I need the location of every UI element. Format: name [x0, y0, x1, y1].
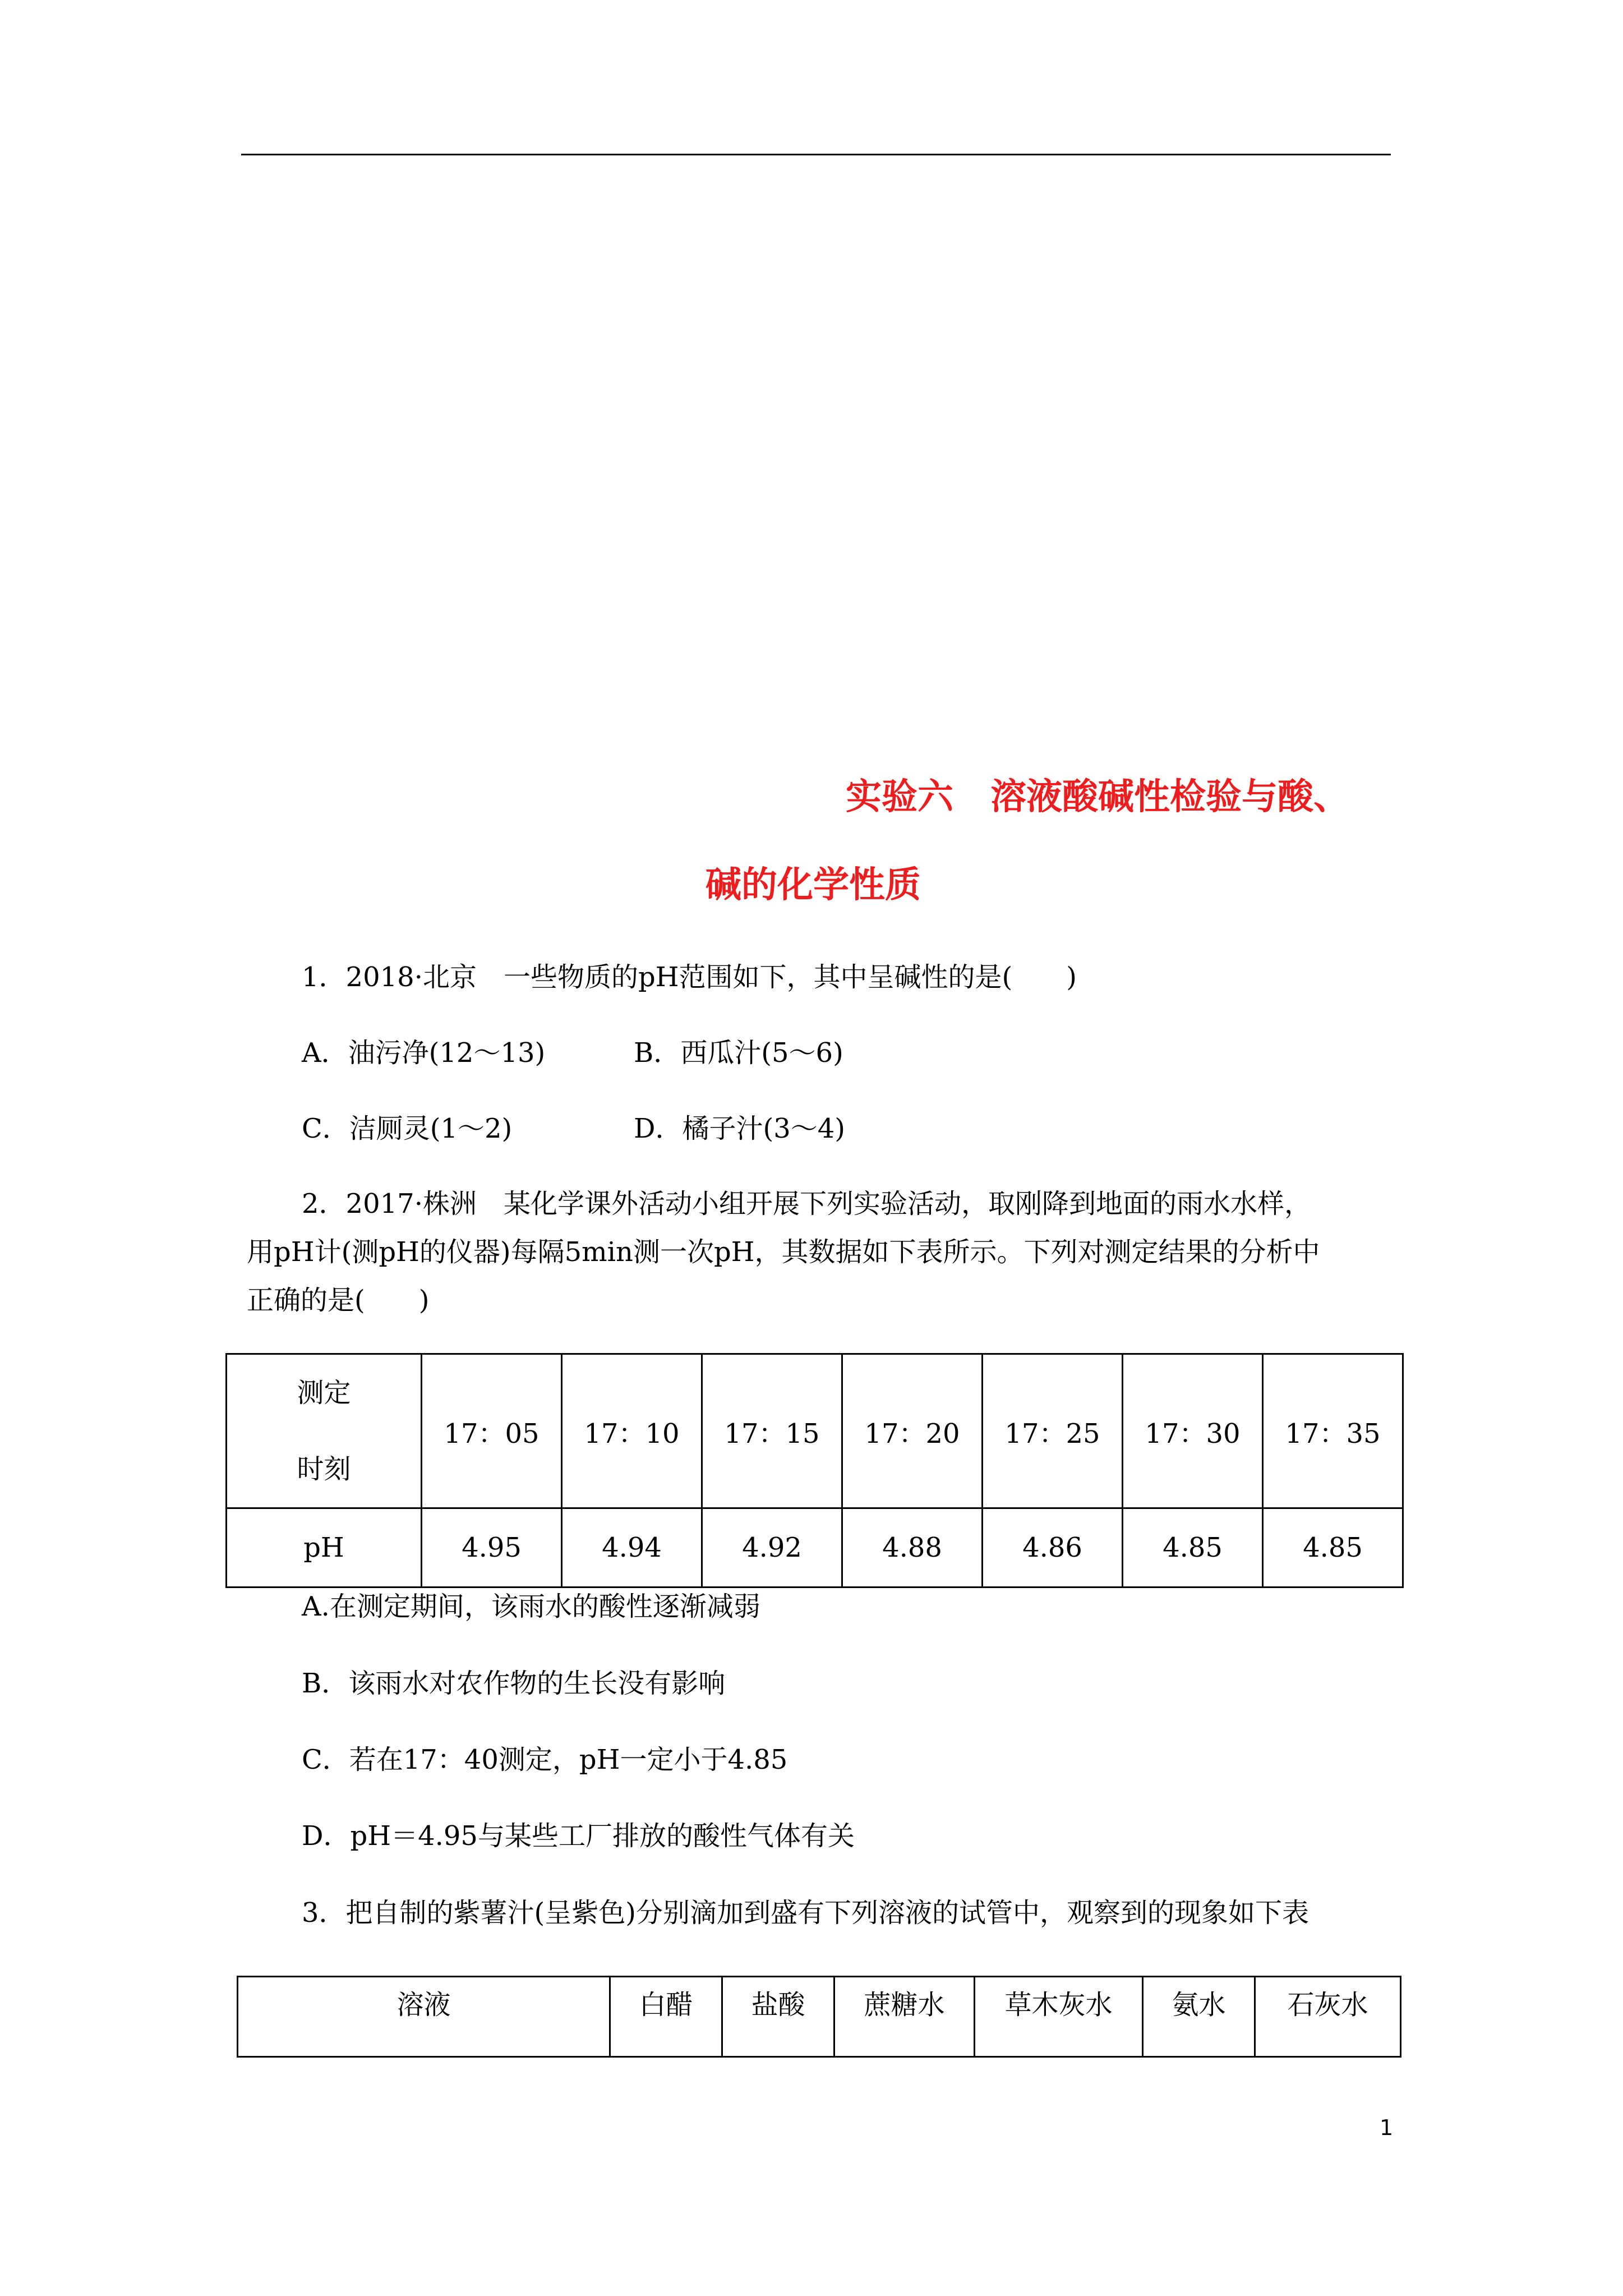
header-rule [241, 154, 1391, 155]
header-cell-solution: 溶液 [238, 1977, 610, 2057]
time-cell: 17：10 [562, 1354, 702, 1508]
q1-option-b: B．西瓜汁(5～6) [634, 1037, 843, 1069]
q2-stem-line1: 2．2017·株洲 某化学课外活动小组开展下列实验活动，取刚降到地面的雨水水样， [302, 1188, 1311, 1220]
header-cell: 石灰水 [1255, 1977, 1401, 2057]
header-cell: 白醋 [610, 1977, 722, 2057]
q1-option-d: D．橘子汁(3～4) [634, 1113, 846, 1144]
header-cell: 氨水 [1143, 1977, 1255, 2057]
time-cell: 17：05 [422, 1354, 562, 1508]
ph-cell: 4.88 [842, 1508, 983, 1588]
page-number: 1 [1380, 2115, 1394, 2140]
row-label-ph: pH [227, 1508, 422, 1588]
header-cell: 草木灰水 [975, 1977, 1143, 2057]
page-title-line2: 碱的化学性质 [706, 864, 921, 906]
time-cell: 17：15 [702, 1354, 842, 1508]
ph-cell: 4.95 [422, 1508, 562, 1588]
q3-stem: 3．把自制的紫薯汁(呈紫色)分别滴加到盛有下列溶液的试管中，观察到的现象如下表 [302, 1897, 1309, 1929]
solution-table [237, 1976, 1401, 2058]
q2-stem-line2: 用pH计(测pH的仪器)每隔5min测一次pH，其数据如下表所示。下列对测定结果的分析中 [247, 1236, 1320, 1268]
table-row-header [238, 1977, 1401, 2057]
q2-stem-line3: 正确的是( ) [247, 1285, 430, 1316]
ph-cell: 4.85 [1123, 1508, 1263, 1588]
q2-option-b: B．该雨水对农作物的生长没有影响 [302, 1668, 726, 1699]
time-cell: 17：20 [842, 1354, 983, 1508]
header-label-line1: 测定 [297, 1377, 351, 1409]
header-cell: 盐酸 [722, 1977, 834, 2057]
header-cell: 蔗糖水 [834, 1977, 975, 2057]
table-row-ph [227, 1508, 1403, 1588]
title-experiment-number: 实验六 [846, 776, 953, 818]
ph-measurement-table [225, 1353, 1404, 1588]
q1-option-c: C．洁厕灵(1～2) [302, 1113, 513, 1144]
title-topic: 溶液酸碱性检验与酸、 [990, 776, 1349, 818]
table-header-label [227, 1354, 422, 1508]
time-cell: 17：30 [1123, 1354, 1263, 1508]
ph-cell: 4.92 [702, 1508, 842, 1588]
ph-cell: 4.86 [983, 1508, 1123, 1588]
q2-option-c: C．若在17：40测定，pH一定小于4.85 [302, 1744, 788, 1775]
table-row-times [227, 1354, 1403, 1508]
ph-cell: 4.94 [562, 1508, 702, 1588]
q1-stem: 1．2018·北京 一些物质的pH范围如下，其中呈碱性的是( ) [302, 961, 1077, 993]
time-cell: 17：25 [983, 1354, 1123, 1508]
header-label-line2: 时刻 [297, 1453, 351, 1485]
q2-option-d: D．pH＝4.95与某些工厂排放的酸性气体有关 [302, 1820, 855, 1852]
q2-option-a: A.在测定期间，该雨水的酸性逐渐减弱 [302, 1591, 760, 1622]
q1-option-a: A．油污净(12～13) [302, 1037, 546, 1069]
ph-cell: 4.85 [1263, 1508, 1403, 1588]
time-cell: 17：35 [1263, 1354, 1403, 1508]
page-title-line1 [846, 776, 1349, 818]
